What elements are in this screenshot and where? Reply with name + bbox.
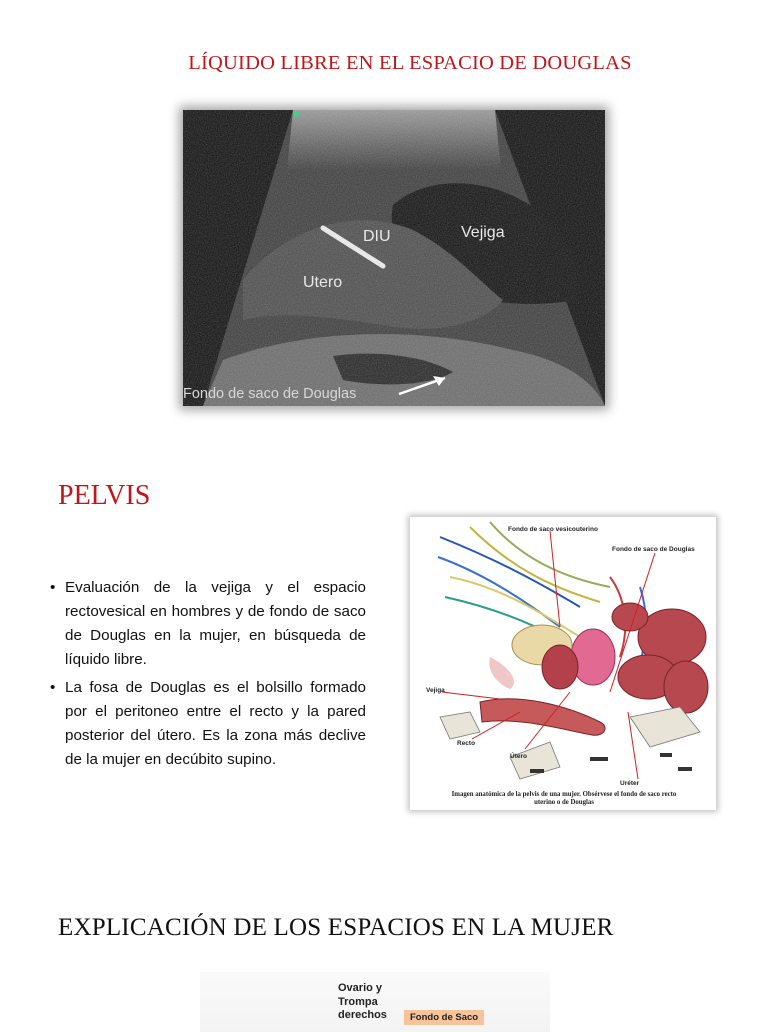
bullet-item: • La fosa de Douglas es el bolsillo formado por el peritoneo entre el recto y la pared posterior del útero. Es la zona más declive de la mujer en decúbito supino. (48, 676, 366, 772)
ultrasound-label-utero: Utero (303, 274, 343, 291)
espacios-mujer-image (200, 972, 550, 1032)
heading-pelvis: PELVIS (58, 480, 151, 511)
label-ovario-trompa (338, 982, 387, 1023)
ultrasound-label-vejiga: Vejiga (461, 224, 505, 241)
anatomy-label-utero: Útero (510, 753, 527, 760)
label-line: Trompa (338, 995, 378, 1008)
anatomy-label-vesicouterino: Fondo de saco vesicouterino (508, 526, 598, 533)
label-line: Ovario y (338, 982, 383, 994)
anatomy-label-ureter: Uréter (620, 780, 640, 787)
anatomy-label-vejiga: Vejiga (426, 687, 445, 694)
anatomy-caption (414, 791, 714, 807)
anatomy-image (410, 517, 716, 810)
slide-title-liquido-libre: LÍQUIDO LIBRE EN EL ESPACIO DE DOUGLAS (188, 52, 632, 74)
anatomy-label-douglas: Fondo de saco de Douglas (612, 546, 695, 553)
anatomy-label-recto: Recto (457, 740, 476, 747)
heading-explicacion: EXPLICACIÓN DE LOS ESPACIOS EN LA MUJER (58, 914, 614, 941)
ultrasound-caption-douglas: Fondo de saco de Douglas (183, 386, 357, 402)
label-fondo-de-saco: Fondo de Saco (404, 1010, 484, 1025)
anatomy-caption-line: Imagen anatómica de la pelvis de una mujer. Obsérvese el fondo de saco recto (451, 791, 677, 798)
anatomy-caption-line: uterino o de Douglas (534, 799, 594, 806)
label-line: derechos (338, 1009, 387, 1021)
bullet-item: • Evaluación de la vejiga y el espacio rectovesical en hombres y de fondo de saco de Douglas en la mujer, en búsqueda de líquido libre. (48, 576, 366, 672)
pelvis-bullet-list (48, 576, 366, 776)
ultrasound-image (183, 110, 605, 406)
ultrasound-label-diu: DIU (363, 228, 391, 245)
